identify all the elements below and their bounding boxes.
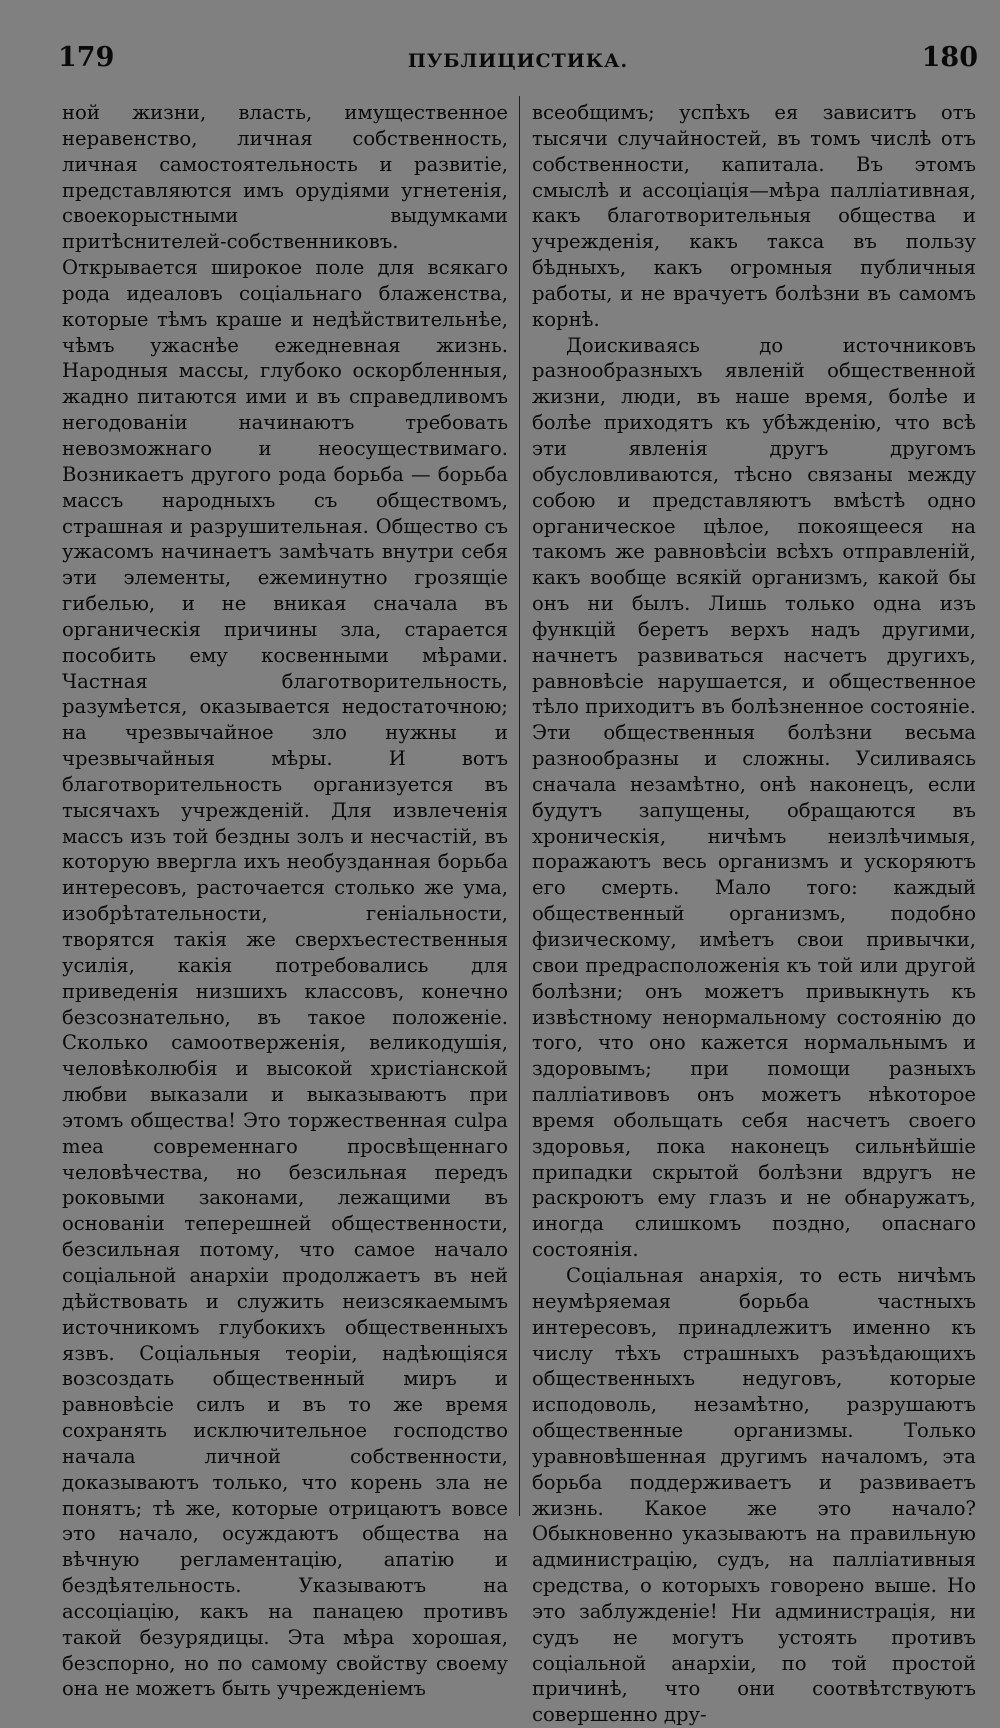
left-paragraph-1: ной жизни, власть, имущественное неравенство, личная собственность, личная самостоятельность и развитіе, представляются имъ орудіями угнетенія, своекорыстными выдумками притѣснителей-собственниковъ. Открывается широкое поле для всякаго рода идеаловъ соціальнаго блаженства, которые тѣмъ краше и недѣйствительнѣе, чѣмъ ужаснѣе ежедневная жизнь. Народныя массы, глубоко оскорбленныя, жадно питаются ими и въ справедливомъ негодованіи начинаютъ требовать невозможнаго и неосуществимаго. Возникаетъ другого рода борьба — борьба массъ народныхъ съ обществомъ, страшная и разрушительная. Общество съ ужасомъ начинаетъ замѣчать внутри себя эти элементы, ежеминутно грозящіе гибелью, и не вникая сначала въ органическія причины зла, старается пособить ему косвенными мѣрами. Частная благотворительность, разумѣется, оказывается недостаточною; на чрезвычайное зло нужны и чрезвычайныя мѣры. И вотъ благотворительность организуется въ тысячахъ учрежденій. Для извлеченія массъ изъ той бездны золъ и несчастій, въ которую ввергла ихъ необузданная борьба интересовъ, расточается столько же ума, изобрѣтательности, геніальности, творятся такія же сверхъестественныя усилія, какія потребовались для приведенія низшихъ классовъ, конечно безсознательно, въ такое положеніе. Сколько самоотверженія, великодушія, человѣколюбія и высокой христіанской любви выказали и выказываютъ при этомъ общества! Это торжественная culpa mea современнаго просвѣщеннаго человѣчества, но безсильная передъ роковыми законами, лежащими въ основаніи теперешней общественности, безсильная потому, что самое начало соціальной анархіи продолжаетъ въ ней дѣйствовать и служить неизсякаемымъ источникомъ глубокихъ общественныхъ язвъ. Соціальныя теоріи, надѣющіяся возсоздать общественный миръ и равновѣсіе силъ и въ то же время сохранять исключительное господство начала личной собственности, доказываютъ только, что корень зла не понятъ; тѣ же, которые отрицаютъ вовсе это начало, осуждаютъ общества на вѣчную регламентацію, апатію и бездѣятельность. Указываютъ на ассоціацію, какъ на панацею противъ такой безурядицы. Эта мѣра хорошая, безспорно, но по самому свойству своему она не можетъ быть учрежденіемъ [62, 101, 508, 1701]
page-number-right: 180 [921, 42, 978, 73]
running-head: ПУБЛИЦИСТИКА. [407, 50, 629, 72]
right-column [532, 100, 976, 1728]
page-header [58, 42, 978, 82]
right-paragraph-2: Доискиваясь до источниковъ разнообразныхъ явленій общественной жизни, люди, въ наше время, болѣе и болѣе приходятъ къ убѣжденію, что всѣ эти явленія другъ другомъ обусловливаются, тѣсно связаны между собою и представляютъ вмѣстѣ одно органическое цѣлое, покоящееся на такомъ же равновѣсіи всѣхъ отправленій, какъ вообще всякій организмъ, какой бы онъ ни былъ. Лишь только одна изъ функцій беретъ верхъ надъ другими, начнетъ развиваться насчетъ другихъ, равновѣсіе нарушается, и общественное тѣло приходитъ въ болѣзненное состояніе. Эти общественныя болѣзни весьма разнообразны и сложны. Усиливаясь сначала незамѣтно, онѣ наконецъ, если будутъ запущены, обращаются въ хроническія, ничѣмъ неизлѣчимыя, поражаютъ весь организмъ и ускоряютъ его смерть. Мало того: каждый общественный организмъ, подобно физическому, имѣетъ свои привычки, свои предрасположенія къ той или другой болѣзни; онъ можетъ привыкнуть къ извѣстному ненормальному состоянію до того, что оно кажется нормальнымъ и здоровымъ; при помощи разныхъ палліативовъ онъ можетъ нѣкоторое время обольщать себя насчетъ своего здоровья, пока наконецъ сильнѣйшіе припадки скрытой болѣзни вдругъ не раскроютъ ему глазъ и не обнаружатъ, иногда слишкомъ поздно, опаснаго состоянія. [532, 333, 976, 1262]
left-column [62, 100, 508, 1702]
right-paragraph-3: Соціальная анархія, то есть ничѣмъ неумѣряемая борьба частныхъ интересовъ, принадлежитъ именно къ числу тѣхъ страшныхъ разъѣдающихъ общественныхъ недуговъ, которые исподоволь, незамѣтно, разрушаютъ общественные организмы. Только уравновѣшенная другимъ началомъ, эта борьба поддерживаетъ и развиваетъ жизнь. Какое же это начало? Обыкновенно указываютъ на правильную администрацію, судъ, на палліативныя средства, о которыхъ говорено выше. Но это заблужденіе! Ни администрація, ни судъ не могутъ устоять противъ соціальной анархіи, по той простой причинѣ, что они соотвѣтствуютъ совершенно дру- [532, 1263, 976, 1727]
page-number-left: 179 [58, 42, 115, 73]
right-paragraph-1: всеобщимъ; успѣхъ ея зависитъ отъ тысячи случайностей, въ томъ числѣ отъ собственности, капитала. Въ этомъ смыслѣ и ассоціація—мѣра палліативная, какъ благотворительныя общества и учрежденія, какъ такса въ пользу бѣдныхъ, какъ огромныя публичныя работы, и не врачуетъ болѣзни въ самомъ корнѣ. [532, 101, 976, 331]
column-divider [519, 96, 520, 1516]
